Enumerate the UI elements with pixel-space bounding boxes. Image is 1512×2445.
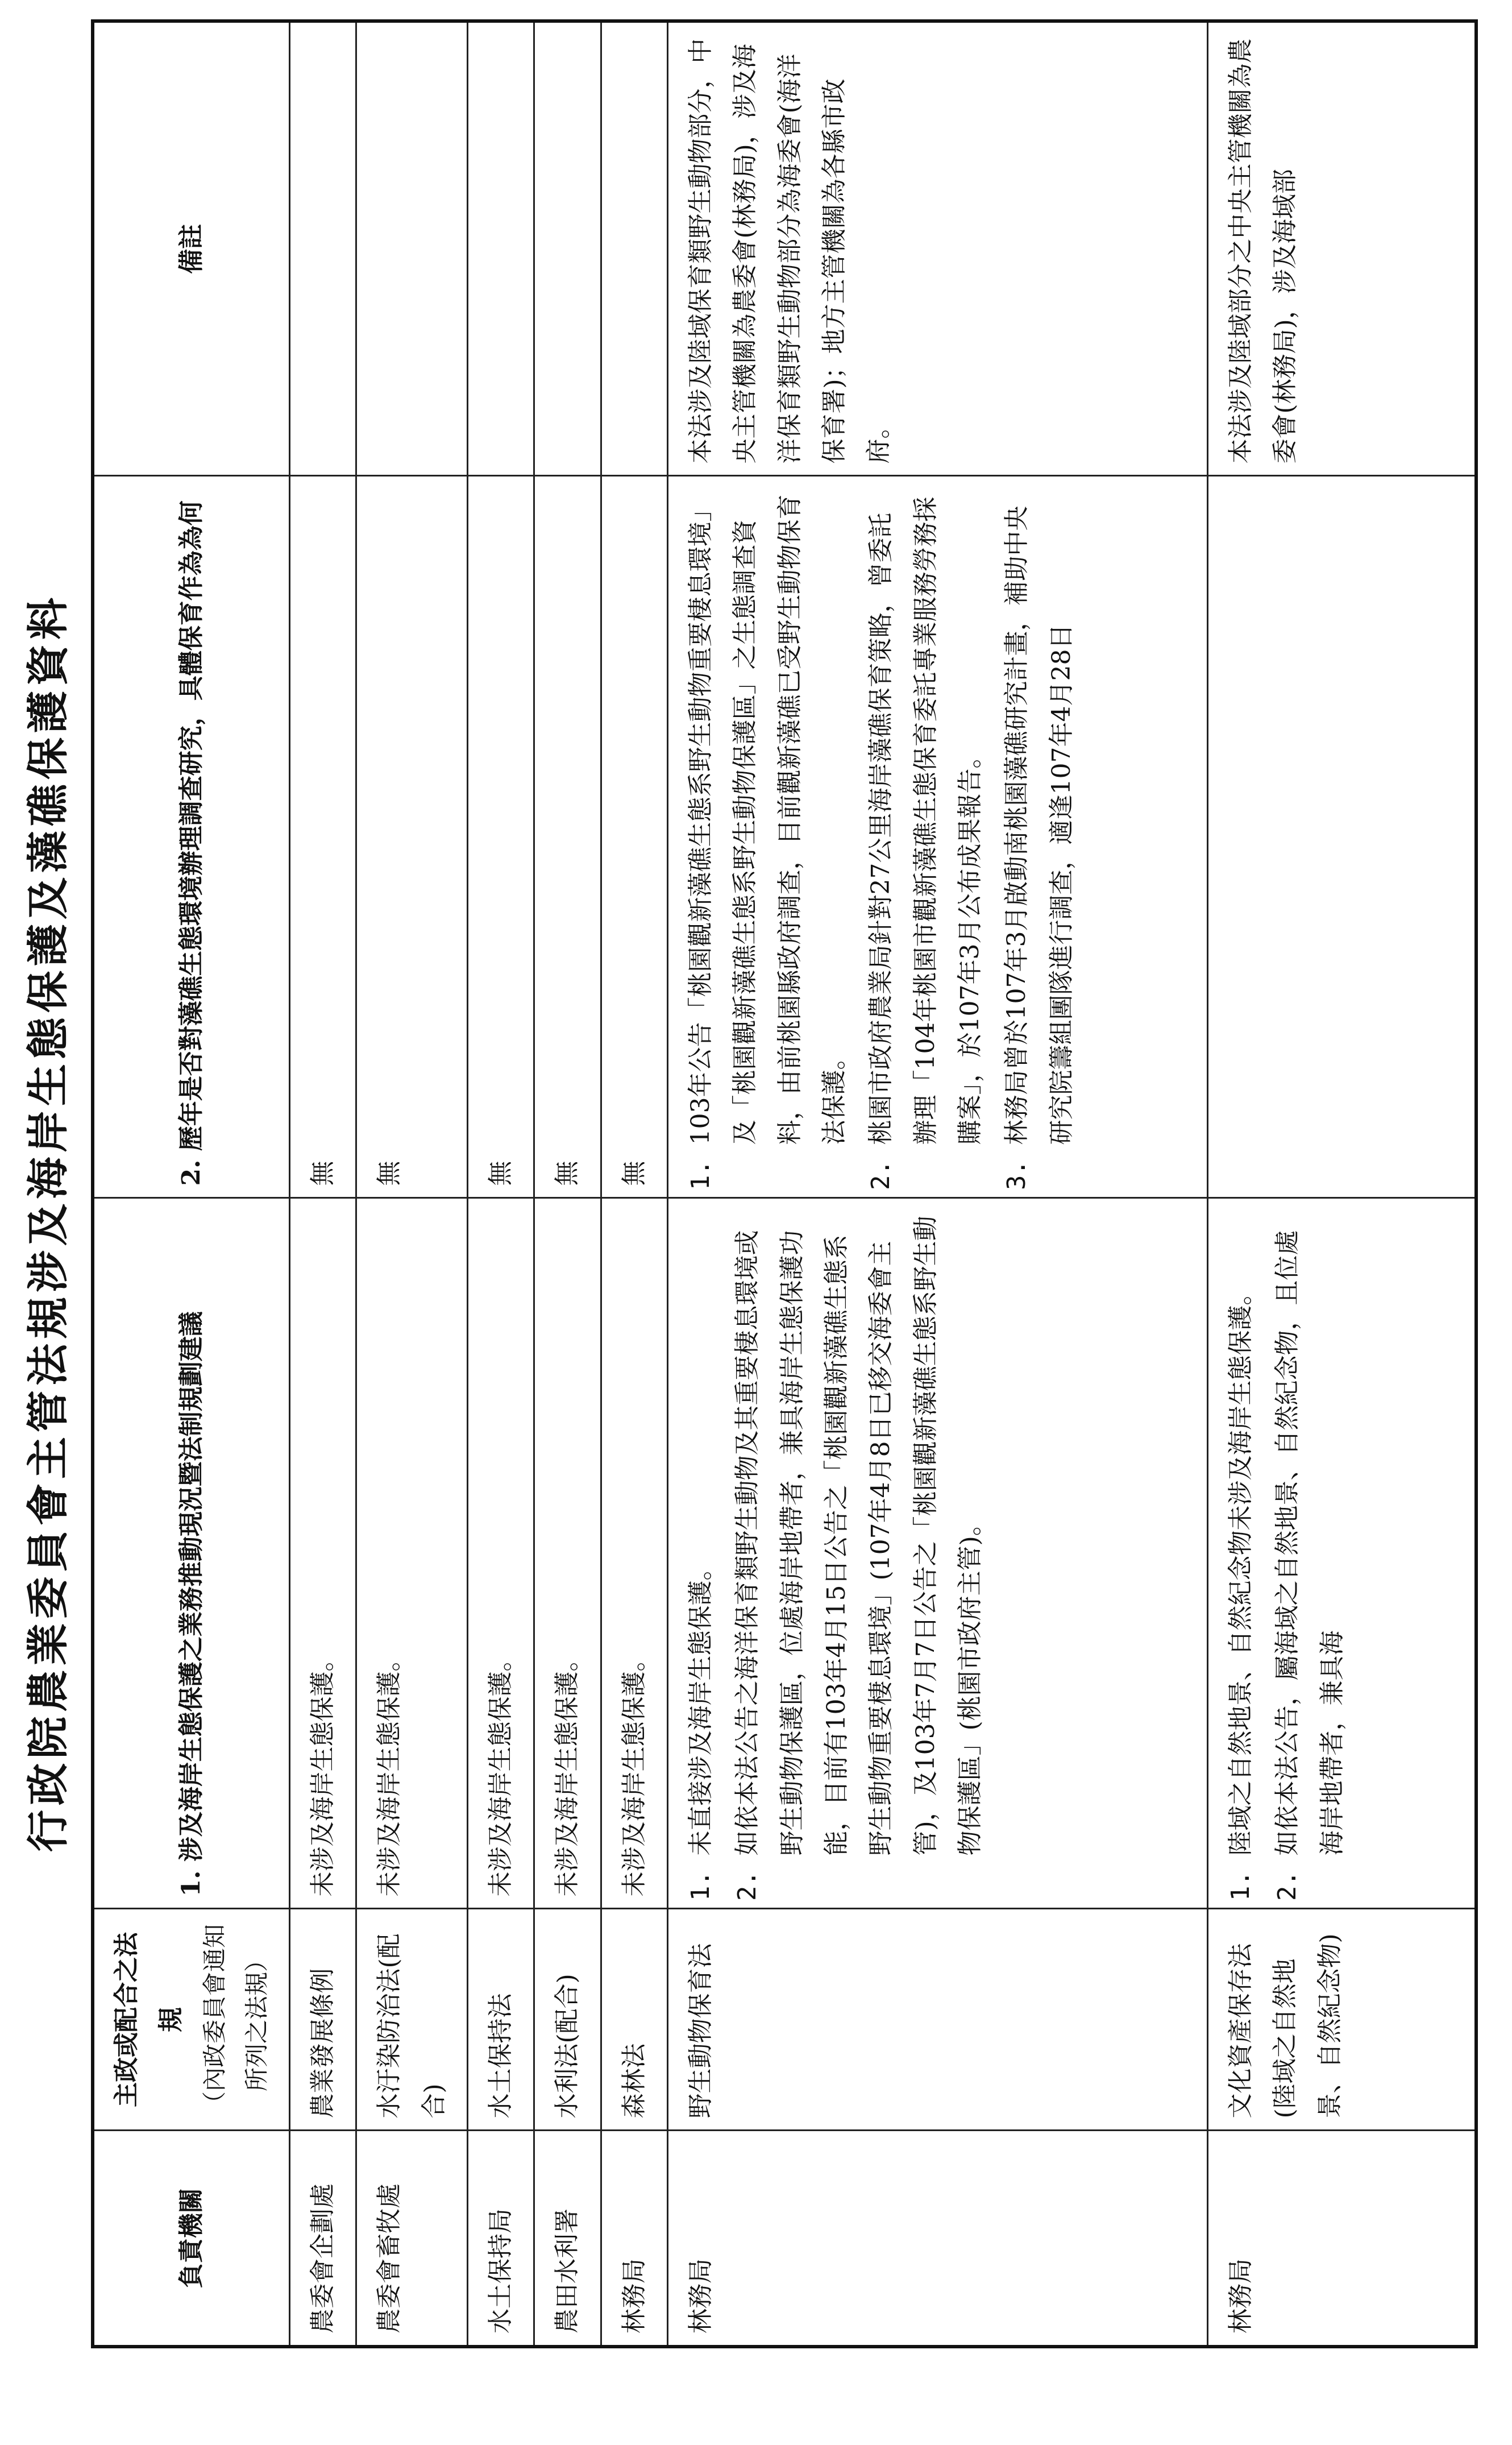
cell-coastal-protection bbox=[1208, 1198, 1477, 1909]
cell-agency: 農田水利署 bbox=[534, 2131, 601, 2347]
cell-coastal-protection: 未涉及海岸生態保護。 bbox=[534, 1198, 601, 1909]
cell-agency: 林務局 bbox=[668, 2131, 1208, 2347]
list-item: 1. 103年公告「桃園觀新藻礁生態系野生動物重要棲息環境」及「桃園觀新藻礁生態系野生動物保護區」之生態調查資料，由前桃園縣政府調查，目前觀新藻礁已受野生動物保育法保護。 bbox=[679, 488, 857, 1145]
cell-law: 水利法(配合) bbox=[534, 1909, 601, 2131]
cell-coastal-protection: 未涉及海岸生態保護。 bbox=[290, 1198, 356, 1909]
cell-algal-reef-research-continued bbox=[1208, 476, 1477, 1198]
coastal-protection-list bbox=[679, 1211, 992, 1897]
header-algal-reef-research: 2. 歷年是否對藻礁生態環境辦理調查研究，具體保育作為為何 bbox=[93, 476, 290, 1198]
cell-algal-reef-research: 無 bbox=[534, 476, 601, 1198]
cell-algal-reef-research: 無 bbox=[290, 476, 356, 1198]
cell-remark: 本法涉及陸域部分之中央主管機關為農委會(林務局)，涉及海域部 bbox=[1208, 21, 1477, 476]
cell-remark: 本法涉及陸域保育類野生動物部分，中央主管機關為農委會(林務局)，涉及海洋保育類野生動物部分為海委會(海洋保育署)；地方主管機關為各縣市政府。 bbox=[668, 21, 1208, 476]
header-agency: 負責機關 bbox=[93, 2131, 290, 2347]
cell-law: 森林法 bbox=[601, 1909, 667, 2131]
algal-reef-research-list bbox=[679, 488, 1084, 1186]
cell-agency: 農委會企劃處 bbox=[290, 2131, 356, 2347]
cell-law: 文化資產保存法(陸域之自然地景、自然紀念物) bbox=[1208, 1909, 1477, 2131]
cell-agency: 林務局 bbox=[1208, 2131, 1477, 2347]
cell-law: 水土保持法 bbox=[468, 1909, 534, 2131]
cell-remark bbox=[356, 21, 468, 476]
table-row bbox=[468, 21, 534, 2347]
list-item: 3. 林務局曾於107年3月啟動南桃園藻礁研究計畫，補助中央研究院籌組團隊進行調查，適逢107年4月28日 bbox=[995, 488, 1084, 1145]
header-law-note: （內政委員會通知所列之法規） bbox=[200, 1924, 271, 2116]
header-remark: 備註 bbox=[93, 21, 290, 476]
header-coastal-protection: 1. 涉及海岸生態保護之業務推動現況暨法制規劃建議 bbox=[93, 1198, 290, 1909]
list-item: 2. 桃園市政府農業局針對27公里海岸藻礁保育策略，曾委託辦理「104年桃園市觀新藻礁生態保育委託專業服務勞務採購案」，於107年3月公布成果報告。 bbox=[859, 488, 992, 1145]
cell-law: 水汙染防治法(配合) bbox=[356, 1909, 468, 2131]
cell-remark bbox=[290, 21, 356, 476]
cell-remark bbox=[468, 21, 534, 476]
table-row-cultural bbox=[1208, 21, 1477, 2347]
cell-algal-reef-research: 無 bbox=[356, 476, 468, 1198]
document-title: 行政院農業委員會主管法規涉及海岸生態保護及藻礁保護資料 bbox=[24, 593, 73, 1852]
cell-algal-reef-research: 無 bbox=[601, 476, 667, 1198]
list-item: 2. 如依本法公告之海洋保育類野生動物及其重要棲息環境或野生動物保護區，位處海岸地帶者，兼具海岸生態保護功能，目前有103年4月15日公告之「桃園觀新藻礁生態系野生動物重要棲息環境」(107年4月8日已移交海委會主管)，及103年7月7日公告之「桃園觀新藻礁生態系野生動物保護區」(桃園市政府主管)。 bbox=[725, 1211, 992, 1856]
cell-coastal-protection: 未涉及海岸生態保護。 bbox=[468, 1198, 534, 1909]
table-row bbox=[534, 21, 601, 2347]
table-row bbox=[356, 21, 468, 2347]
list-item: 2. 如依本法公告，屬海域之自然地景、自然紀念物，且位處海岸地帶者，兼具海 bbox=[1265, 1211, 1355, 1856]
list-item: 1. 未直接涉及海岸生態保護。 bbox=[679, 1211, 723, 1856]
cell-remark bbox=[601, 21, 667, 476]
cell-agency: 水土保持局 bbox=[468, 2131, 534, 2347]
coastal-protection-list bbox=[1219, 1211, 1355, 1897]
header-law-label: 主政或配合之法規 bbox=[112, 1932, 186, 2107]
table-row bbox=[290, 21, 356, 2347]
cell-law: 野生動物保育法 bbox=[668, 1909, 1208, 2131]
cell-coastal-protection: 未涉及海岸生態保護。 bbox=[601, 1198, 667, 1909]
cell-law: 農業發展條例 bbox=[290, 1909, 356, 2131]
regulations-table bbox=[91, 19, 1478, 2348]
cell-coastal-protection: 未涉及海岸生態保護。 bbox=[356, 1198, 468, 1909]
table-row bbox=[601, 21, 667, 2347]
cell-algal-reef-research bbox=[668, 476, 1208, 1198]
table-row-wildlife bbox=[668, 21, 1208, 2347]
cell-algal-reef-research: 無 bbox=[468, 476, 534, 1198]
cell-remark bbox=[534, 21, 601, 476]
cell-agency: 林務局 bbox=[601, 2131, 667, 2347]
table-header-row bbox=[93, 21, 290, 2347]
cell-coastal-protection bbox=[668, 1198, 1208, 1909]
list-item: 1. 陸域之自然地景、自然紀念物未涉及海岸生態保護。 bbox=[1219, 1211, 1263, 1856]
header-law bbox=[93, 1909, 290, 2131]
cell-agency: 農委會畜牧處 bbox=[356, 2131, 468, 2347]
